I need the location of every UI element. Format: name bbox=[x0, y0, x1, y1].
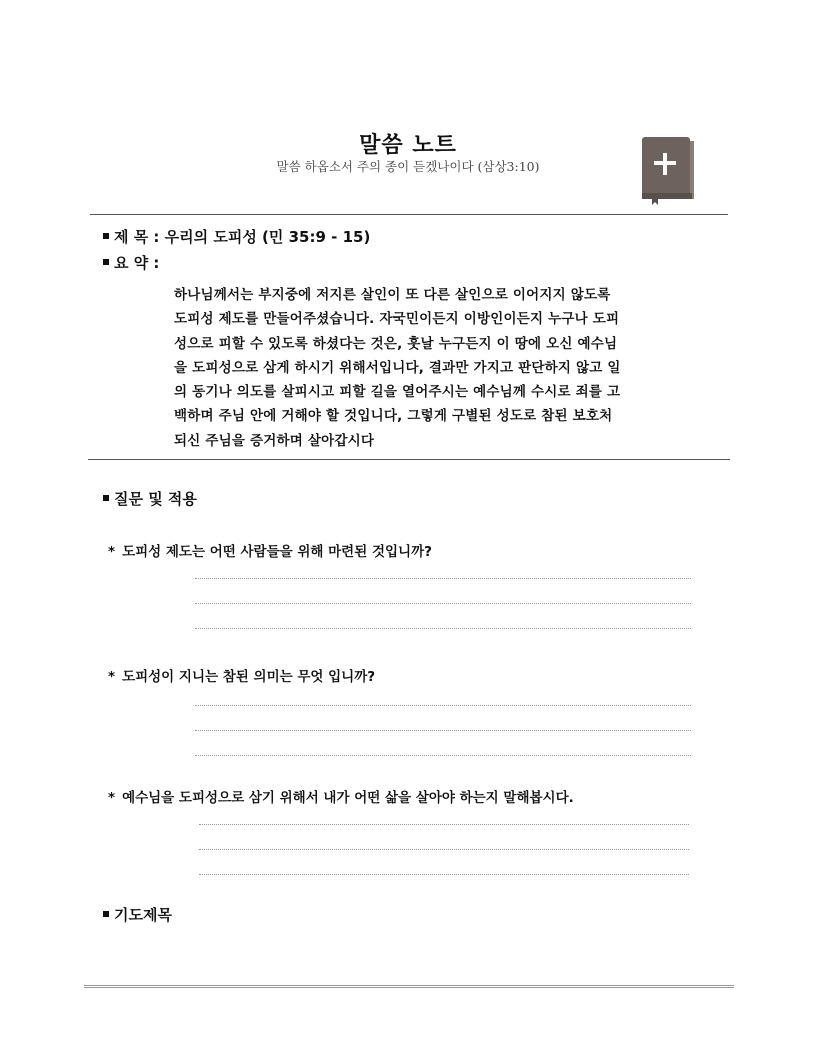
summary-line: 의 동기나 의도를 살피시고 피할 길을 열어주시는 예수님께 수시로 죄를 고 bbox=[174, 384, 621, 401]
question-3 bbox=[108, 786, 574, 806]
summary-line: 도피성 제도를 만들어주셨습니다. 자국민이든지 이방인이든지 누구나 도피 bbox=[174, 311, 620, 328]
divider-bottom bbox=[84, 985, 734, 988]
answer-line[interactable] bbox=[195, 628, 691, 629]
answer-line[interactable] bbox=[199, 874, 689, 875]
answer-line[interactable] bbox=[195, 705, 691, 706]
bible-icon bbox=[640, 135, 696, 205]
bullet-square-icon bbox=[103, 259, 109, 265]
answer-line[interactable] bbox=[195, 578, 691, 579]
bullet-square-icon bbox=[103, 911, 109, 917]
bullet-square-icon bbox=[103, 233, 109, 239]
star-bullet: * bbox=[108, 790, 116, 806]
summary-line: 되신 주님을 증거하며 살아갑시다 bbox=[174, 432, 375, 449]
answer-line[interactable] bbox=[199, 849, 689, 850]
page-subtitle: 말씀 하옵소서 주의 종이 듣겠나이다 (삼상3:10) bbox=[276, 159, 540, 174]
answer-line[interactable] bbox=[195, 755, 691, 756]
answer-line[interactable] bbox=[199, 824, 689, 825]
summary-text bbox=[174, 283, 690, 453]
summary-line: 하나님께서는 부지중에 저지른 살인이 또 다른 살인으로 이어지지 않도록 bbox=[174, 287, 611, 303]
divider-middle bbox=[88, 459, 730, 460]
questions-heading-row bbox=[103, 488, 197, 509]
question-2 bbox=[108, 665, 375, 685]
star-bullet: * bbox=[108, 544, 116, 560]
sermon-title-row bbox=[103, 226, 370, 247]
question-text: 예수님을 도피성으로 삼기 위해서 내가 어떤 삶을 살아야 하는지 말해봅시다. bbox=[122, 790, 574, 806]
prayer-heading-row bbox=[103, 904, 172, 925]
sermon-title-value: 우리의 도피성 (민 35:9 - 15) bbox=[164, 228, 371, 246]
bullet-square-icon bbox=[103, 495, 109, 501]
prayer-heading: 기도제목 bbox=[114, 906, 172, 924]
question-1 bbox=[108, 540, 432, 560]
question-text: 도피성 제도는 어떤 사람들을 위해 마련된 것입니까? bbox=[122, 544, 432, 560]
summary-label-row bbox=[103, 252, 159, 273]
questions-heading: 질문 및 적용 bbox=[114, 490, 197, 508]
question-text: 도피성이 지니는 참된 의미는 무엇 입니까? bbox=[122, 669, 376, 685]
star-bullet: * bbox=[108, 669, 116, 685]
summary-line: 백하며 주님 안에 거해야 할 것입니다, 그렇게 구별된 성도로 참된 보호처 bbox=[174, 408, 613, 425]
summary-line: 성으로 피할 수 있도록 하셨다는 것은, 훗날 누구든지 이 땅에 오신 예수님 bbox=[174, 335, 618, 352]
answer-line[interactable] bbox=[195, 603, 691, 604]
answer-line[interactable] bbox=[195, 730, 691, 731]
summary-line: 을 도피성으로 삼게 하시기 위해서입니다, 결과만 가지고 판단하지 않고 일 bbox=[174, 359, 621, 376]
sermon-title-label: 제 목 : bbox=[114, 228, 160, 246]
page-title: 말씀 노트 bbox=[359, 133, 457, 158]
summary-label: 요 약 : bbox=[114, 254, 160, 272]
divider-top bbox=[90, 214, 728, 215]
